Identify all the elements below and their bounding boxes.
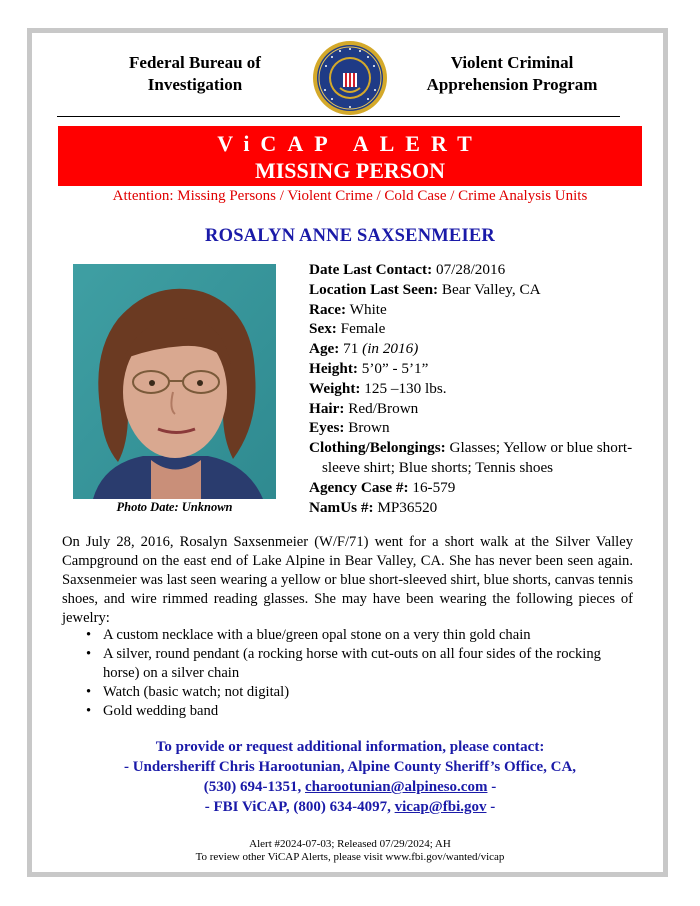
detail-namus: NamUs #: MP36520	[309, 498, 438, 516]
detail-weight: Weight: 125 –130 lbs.	[309, 379, 447, 397]
agency-line-1: Federal Bureau of	[129, 53, 261, 72]
banner-title: ViCAP ALERT	[217, 131, 483, 156]
sheriff-email-link[interactable]: charootunian@alpineso.com	[305, 779, 488, 795]
detail-agency-case: Agency Case #: 16-579	[309, 478, 456, 496]
agency-name-fbi	[110, 52, 280, 96]
fbi-seal-icon	[312, 40, 388, 116]
alert-release-info: Alert #2024-07-03; Released 07/29/2024; AH	[249, 838, 451, 850]
list-item: • A silver, round pendant (a rocking horse with cut-outs on all four sides of the rocking horse) on a silver chain	[86, 646, 601, 681]
narrative-paragraph: On July 28, 2016, Rosalyn Saxsenmeier (W/F/71) went for a short walk at the Silver Valley Campground on the east end of Lake Alpine in Bear Valley, CA. She has never been seen again. Saxsenmeier was last seen wearing a yellow or blue short-sleeved shirt, blue shorts, canvas tennis shoes, and wire rimmed reading glasses. She may have been wearing the following pieces of jewelry:	[62, 534, 633, 626]
jewelry-list	[88, 626, 628, 721]
detail-hair: Hair: Red/Brown	[309, 399, 419, 417]
detail-race: Race: White	[309, 300, 387, 318]
person-photo	[73, 264, 276, 499]
agency-line-2: Investigation	[147, 75, 243, 94]
detail-eyes: Eyes: Brown	[309, 419, 390, 437]
person-name: ROSALYN ANNE SAXSENMEIER	[205, 226, 495, 246]
list-item: • Watch (basic watch; not digital)	[86, 684, 290, 700]
attention-line: Attention: Missing Persons / Violent Crime / Cold Case / Crime Analysis Units	[112, 188, 588, 204]
footer	[0, 838, 700, 864]
fbi-email-link[interactable]: vicap@fbi.gov	[394, 799, 487, 815]
contact-sheriff-details: (530) 694-1351, charootunian@alpineso.com -	[203, 779, 497, 795]
list-item: • A custom necklace with a blue/green opal stone on a very thin gold chain	[86, 627, 531, 643]
detail-location: Location Last Seen: Bear Valley, CA	[309, 280, 541, 298]
detail-date-last-contact: Date Last Contact: 07/28/2016	[309, 261, 506, 278]
details-list	[309, 260, 639, 517]
contact-sheriff: - Undersheriff Chris Harootunian, Alpine County Sheriff’s Office, CA,	[123, 759, 577, 775]
detail-age: Age: 71 (in 2016)	[309, 340, 419, 358]
detail-height: Height: 5’0” - 5’1”	[309, 359, 429, 377]
contact-block	[0, 737, 700, 817]
photo-caption: Photo Date: Unknown	[116, 500, 233, 514]
banner-subtitle: MISSING PERSON	[254, 158, 446, 183]
program-name-vicap	[412, 52, 612, 96]
program-line-1: Violent Criminal	[450, 53, 574, 72]
detail-clothing: Clothing/Belongings: Glasses; Yellow or blue short-sleeve shirt; Blue shorts; Tennis shoes	[309, 439, 633, 476]
header-divider	[57, 116, 620, 117]
contact-intro: To provide or request additional information, please contact:	[155, 739, 545, 755]
list-item: • Gold wedding band	[86, 703, 219, 719]
vicap-website-note: To review other ViCAP Alerts, please visit www.fbi.gov/wanted/vicap	[195, 851, 505, 863]
alert-banner	[58, 126, 642, 186]
program-line-2: Apprehension Program	[426, 75, 598, 94]
contact-fbi: - FBI ViCAP, (800) 634-4097, vicap@fbi.gov -	[204, 799, 496, 815]
detail-sex: Sex: Female	[309, 320, 386, 338]
